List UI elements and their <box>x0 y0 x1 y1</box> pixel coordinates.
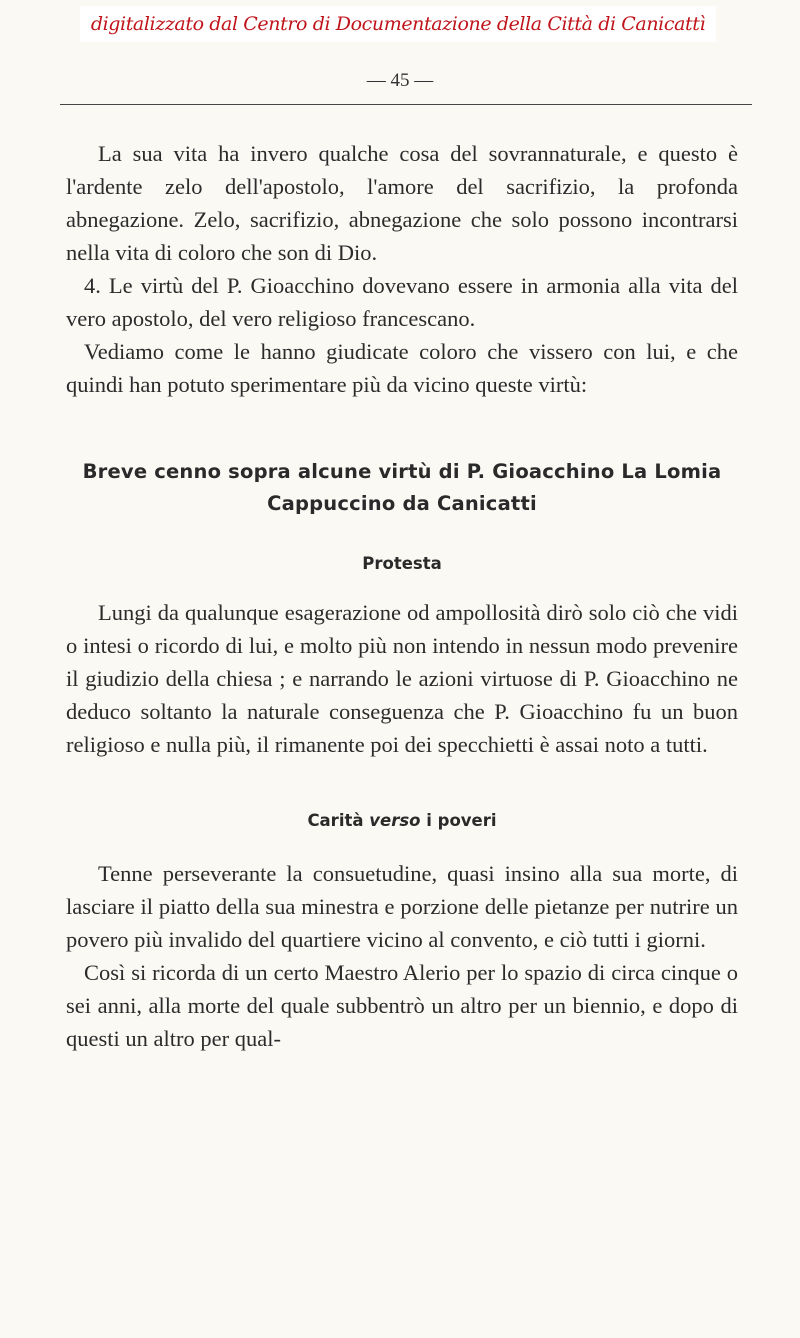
page-body <box>66 137 738 1055</box>
subheading-protesta: Protesta <box>362 554 442 573</box>
subheading-carita-word-3: i poveri <box>426 811 497 830</box>
paragraph-5: Tenne perseverante la consuetudine, quasi insino alla sua morte, di lasciare il piatto della sua minestra e porzione delle pietanze per nutrire un povero più invalido del quartiere vicino al convento, e ciò tutti i giorni. <box>66 861 738 952</box>
paragraph-4: Lungi da qualunque esagerazione od ampollosità dirò solo ciò che vidi o intesi o ricordo di lui, e molto più non intendo in nessun modo prevenire il giudizio della chiesa ; e narrando le azioni virtuose di P. Gioacchino ne deduco soltanto la naturale conseguenza che P. Gioacchino fu un buon religioso e nulla più, il rimanente poi dei specchietti è assai noto a tutti. <box>66 600 738 757</box>
section-heading <box>66 456 738 520</box>
subheading-carita <box>66 809 738 833</box>
page-number: — 45 — <box>366 70 434 91</box>
header-rule <box>60 104 752 105</box>
digitization-watermark: digitalizzato dal Centro di Documentazione della Città di Canicattì <box>80 6 716 42</box>
paragraph-2: 4. Le virtù del P. Gioacchino dovevano essere in armonia alla vita del vero apostolo, del vero religioso francescano. <box>66 273 738 331</box>
paragraph-3: Vediamo come le hanno giudicate coloro che vissero con lui, e che quindi han potuto sperimentare più da vicino queste virtù: <box>66 339 738 397</box>
paragraph-6: Così si ricorda di un certo Maestro Alerio per lo spazio di circa cinque o sei anni, alla morte del quale subbentrò un altro per un biennio, e dopo di questi un altro per qual- <box>66 960 738 1051</box>
section-heading-line-1: Breve cenno sopra alcune virtù di P. Gioacchino La Lomia <box>82 460 722 483</box>
subheading-carita-word-1: Carità <box>307 811 364 830</box>
paragraph-1: La sua vita ha invero qualche cosa del sovrannaturale, e questo è l'ardente zelo dell'apostolo, l'amore del sacrifizio, la profonda abnegazione. Zelo, sacrifizio, abnegazione che solo possono incontrarsi nella vita di coloro che son di Dio. <box>66 141 738 265</box>
section-heading-line-2: Cappuccino da Canicatti <box>267 492 537 515</box>
subheading-carita-word-2: verso <box>369 811 421 830</box>
